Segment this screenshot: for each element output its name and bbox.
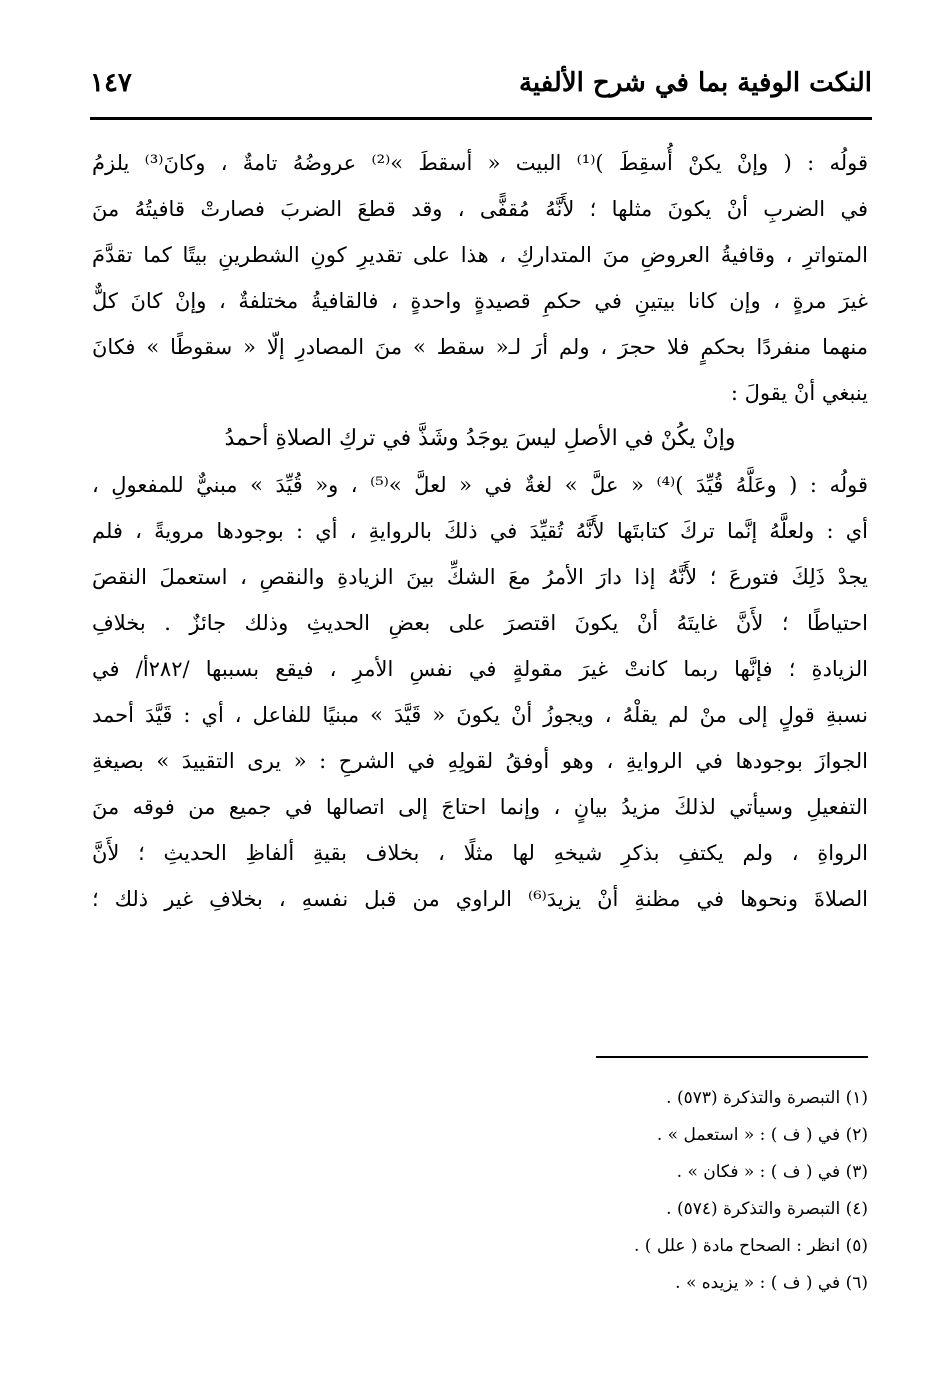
footnote-item: (٥) انظر : الصحاح مادة ( علل ) .	[633, 1236, 868, 1256]
text-line: غيرَ مرةٍ ، وإن كانا بيتينِ في حكمِ قصيدةٍ واحدةٍ ، فالقافيةُ مختلفةٌ ، وإنْ كانَ كلٌّ	[92, 289, 868, 313]
footnote-item: (٤) التبصرة والتذكرة (٥٧٤) .	[666, 1199, 868, 1219]
text-line: في الضربِ أنْ يكونَ مثلها ؛ لأَنَّهُ مُقفًّى ، وقد قطعَ الضربَ فصارتْ قافيتُهُ منَ	[92, 197, 868, 221]
text-line: منهما منفردًا بحكمٍ فلا حجرَ ، ولم أرَ لـ« سقط » منَ المصادرِ إلّا « سقوطًا » فكانَ	[92, 335, 868, 359]
text-line: قولُه : ( وعَلَّهُ قُيِّدَ )⁽⁴⁾ « علَّ » لغةٌ في « لعلَّ »⁽⁵⁾ ، و« قُيِّدَ » مبنيٌّ للمفعولِ ،	[92, 473, 868, 497]
text-line: نسبةِ قولٍ إلى منْ لم يقلْهُ ، ويجوزُ أنْ يكونَ « قَيَّدَ » مبنيًا للفاعل ، أي : قَيَّدَ أحمد	[92, 703, 868, 727]
text-line: ينبغي أنْ يقولَ :	[730, 381, 868, 405]
text-line: التفعيلِ وسيأتي لذلكَ مزيدُ بيانٍ ، وإنما احتاجَ إلى اتصالها في جميع من فوقه منَ	[92, 795, 868, 819]
main-text	[92, 140, 868, 922]
footnote-item: (٦) في ( ف ) : « يزيده » .	[675, 1273, 868, 1293]
page-number: ١٤٧	[90, 68, 132, 98]
text-line: المتواترِ ، وقافيةُ العروضِ منَ المتداركِ ، هذا على تقديرِ كونِ الشطرينِ بيتًا كما تقدَّمَ	[92, 243, 868, 267]
text-line: قولُه : ( وإنْ يكنْ أُسقِطَ )⁽¹⁾ البيت « أسقطَ »⁽²⁾ عروضُهُ تامةٌ ، وكانَ⁽³⁾ يلزمُ	[92, 151, 868, 175]
text-line: الزيادةِ ؛ فإنَّها ربما كانتْ غيرَ مقولةٍ في نفسِ الأمرِ ، فيقع بسببها /٢٨٢أ/ في	[92, 657, 868, 681]
header-divider	[90, 117, 872, 120]
verse-line: وإنْ يكُنْ في الأصلِ ليسَ يوجَدُ وشَذَّ في تركِ الصلاةِ أحمدُ	[224, 426, 736, 451]
text-line: احتياطًا ؛ لأَنَّ غايتَهُ أنْ يكونَ اقتصرَ على بعضِ الحديثِ وذلك جائزٌ . بخلافِ	[92, 611, 868, 635]
footnote-item: (٣) في ( ف ) : « فكان » .	[676, 1162, 868, 1182]
footnote-item: (٢) في ( ف ) : « استعمل » .	[656, 1125, 868, 1145]
text-line: يجدْ ذَلِكَ فتورعَ ؛ لأَنَّهُ إذا دارَ الأمرُ معَ الشكِّ بينَ الزيادةِ والنقصِ ، استعملَ النقصَ	[92, 565, 868, 589]
footnote-divider	[596, 1056, 868, 1058]
text-line: الجوازَ بوجودها في الروايةِ ، وهو أوفقُ لقولِهِ في الشرحِ : « يرى التقييدَ » بصيغةِ	[92, 749, 868, 773]
running-title: النكت الوفية بما في شرح الألفية	[518, 68, 872, 98]
text-line: الرواةِ ، ولم يكتفِ بذكرِ شيخهِ لها مثلًا ، بخلاف بقيةِ ألفاظِ الحديثِ ؛ لأَنَّ	[92, 841, 868, 865]
text-line: أي : ولعلَّهُ إنَّما تركَ كتابتَها لأَنَّهُ تُقيِّدَ في ذلكَ بالروايةِ ، أي : بوجودها مرويةً ، فلم	[92, 519, 868, 543]
page-header	[90, 60, 872, 116]
footnotes	[368, 1080, 868, 1302]
footnote-item: (١) التبصرة والتذكرة (٥٧٣) .	[666, 1088, 868, 1108]
text-line: الصلاةَ ونحوها في مظنةِ أنْ يزيدَ⁽⁶⁾ الراوي من قبل نفسهِ ، بخلافِ غير ذلك ؛	[92, 887, 868, 911]
